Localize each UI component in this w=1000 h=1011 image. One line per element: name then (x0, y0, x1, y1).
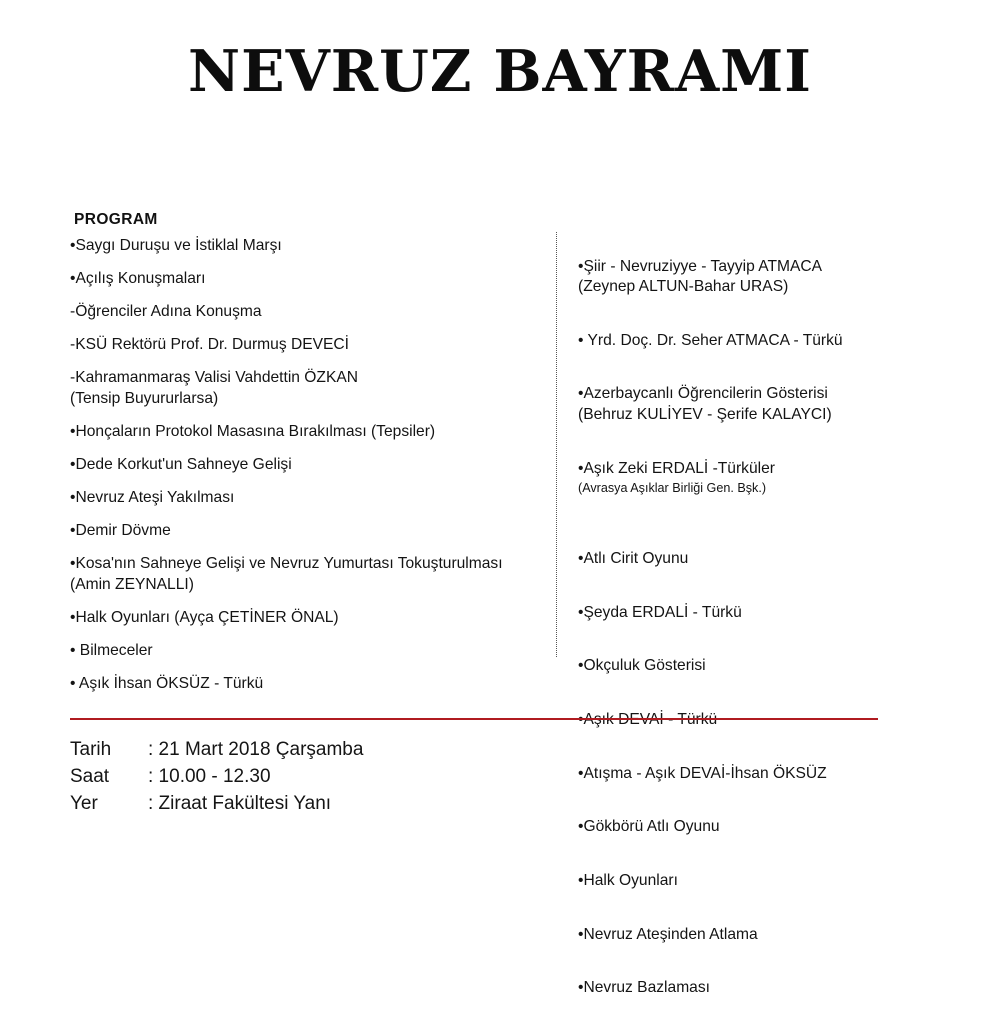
list-item (578, 636, 978, 677)
list-item (578, 689, 978, 730)
program-column-right (578, 236, 978, 1011)
list-item: -Öğrenciler Adına Konuşma (70, 303, 262, 321)
list-item: • Aşık İhsan ÖKSÜZ - Türkü (70, 675, 264, 693)
event-place-row (70, 791, 363, 818)
list-item-text: •Gökbörü Atlı Oyunu (578, 818, 720, 836)
page-title: NEVRUZ BAYRAMI (188, 38, 812, 105)
list-item-text: •Atlı Cirit Oyunu (578, 550, 689, 568)
list-item (578, 236, 978, 298)
event-place-label: Yer (70, 792, 98, 814)
list-item (578, 850, 978, 891)
list-item (578, 904, 978, 945)
list-item (578, 364, 978, 426)
list-item-text: •Nevruz Bazlaması (578, 979, 710, 997)
program-column-left (70, 236, 540, 707)
event-date-label: Tarih (70, 739, 112, 760)
event-time-label: Saat (70, 765, 110, 787)
event-place-value: : Ziraat Fakültesi Yanı (148, 792, 332, 814)
list-item-text: • Yrd. Doç. Dr. Seher ATMACA - Türkü (578, 331, 843, 349)
event-time-row (70, 764, 363, 791)
list-item (578, 743, 978, 784)
list-item: •Dede Korkut'un Sahneye Gelişi (70, 456, 292, 474)
list-item-text: •Nevruz Ateşinden Atlama (578, 925, 758, 943)
list-item: •Halk Oyunları (Ayça ÇETİNER ÖNAL) (70, 608, 339, 626)
list-item (578, 797, 978, 838)
list-item: -Kahramanmaraş Valisi Vahdettin ÖZKAN (Tensip Buyururlarsa) (70, 369, 359, 407)
event-details (70, 737, 363, 818)
list-item (578, 438, 978, 517)
event-date-row (70, 737, 363, 764)
list-item-text: •Şeyda ERDALİ - Türkü (578, 603, 742, 621)
list-item: •Honçaların Protokol Masasına Bırakılması (Tepsiler) (70, 422, 436, 440)
list-item: •Saygı Duruşu ve İstiklal Marşı (70, 237, 282, 254)
column-divider (556, 232, 557, 657)
list-item: -KSÜ Rektörü Prof. Dr. Durmuş DEVECİ (70, 336, 350, 354)
list-item (578, 582, 978, 623)
list-item: •Demir Dövme (70, 522, 171, 540)
list-item-text: •Atışma - Aşık DEVAİ-İhsan ÖKSÜZ (578, 764, 827, 782)
list-item-text: •Azerbaycanlı Öğrencilerin Gösterisi (Behruz KULİYEV - Şerife KALAYCI) (578, 385, 832, 424)
list-item (578, 528, 978, 569)
list-item: •Kosa'nın Sahneye Gelişi ve Nevruz Yumurtası Tokuşturulması (Amin ZEYNALLI) (70, 555, 503, 593)
list-item-text: •Halk Oyunları (578, 871, 678, 889)
list-item: •Açılış Konuşmaları (70, 270, 206, 288)
event-date-value: : 21 Mart 2018 Çarşamba (148, 739, 364, 760)
program-heading: PROGRAM (74, 211, 158, 228)
list-item: • Bilmeceler (70, 642, 153, 660)
list-item-text: •Okçuluk Gösterisi (578, 657, 706, 675)
list-item-text: •Aşık Zeki ERDALİ -Türküler (578, 459, 775, 477)
event-time-value: : 10.00 - 12.30 (148, 765, 271, 787)
list-item-subtext: (Avrasya Aşıklar Birliği Gen. Bşk.) (578, 481, 767, 496)
list-item (578, 958, 978, 999)
list-item: •Nevruz Ateşi Yakılması (70, 489, 235, 507)
list-item (578, 310, 978, 351)
list-item-text: •Şiir - Nevruziyye - Tayyip ATMACA (Zeynep ALTUN-Bahar URAS) (578, 257, 823, 296)
accent-rule (70, 718, 878, 720)
